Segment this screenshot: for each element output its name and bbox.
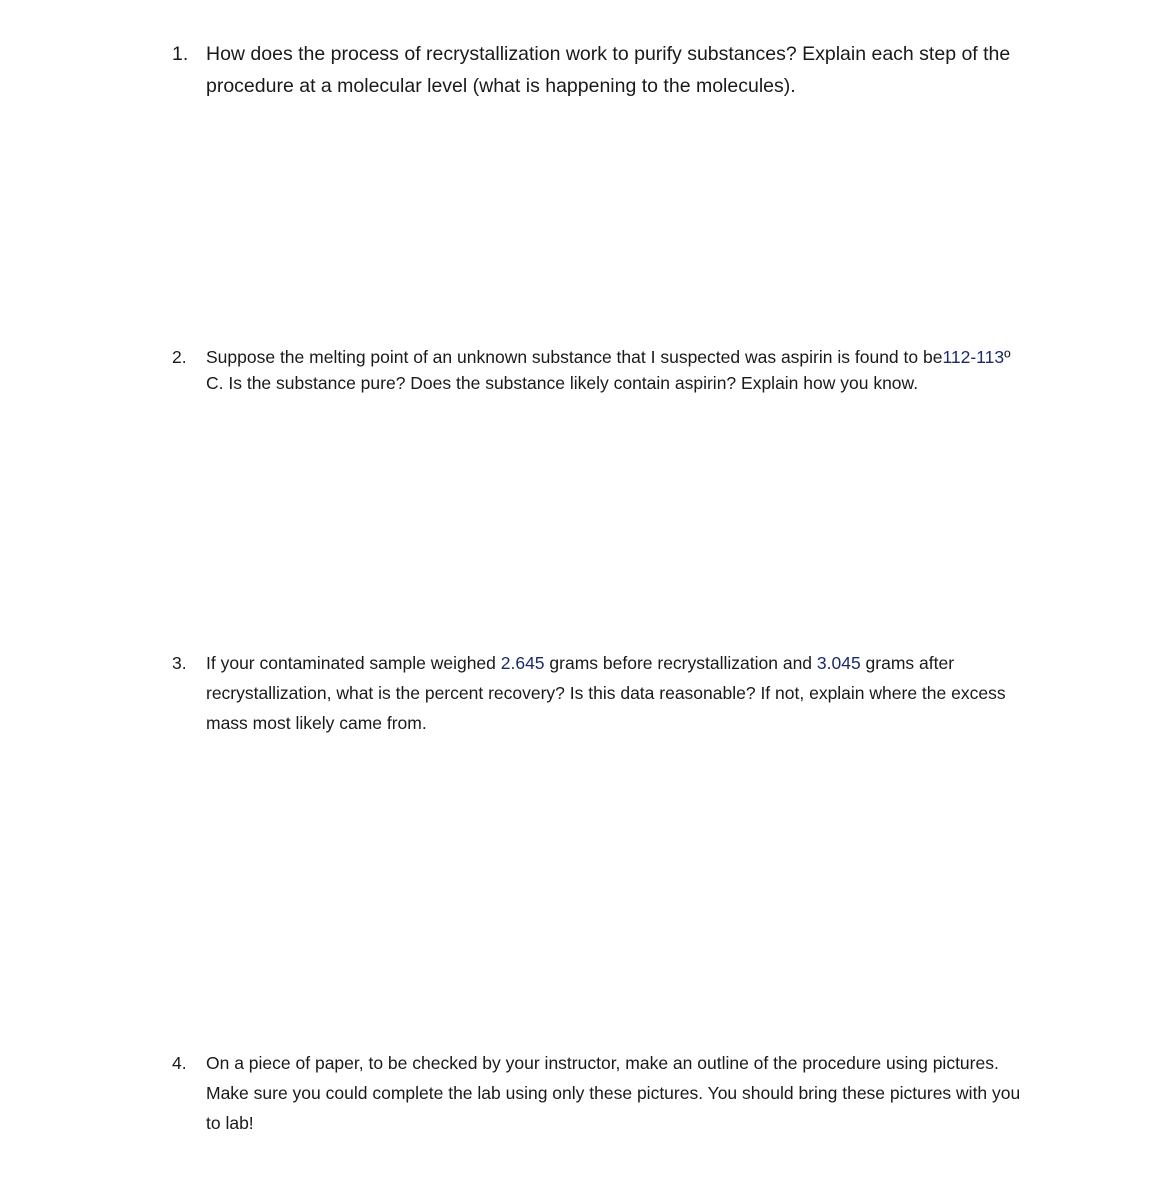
question-number: 1. [172,43,189,65]
mass-after-value: 3.045 [816,653,861,673]
question-text-part: Suppose the melting point of an unknown substance that I suspected was aspirin is found to be [206,347,943,367]
question-2 [172,344,1032,396]
question-text: How does the process of recrystallization work to purify substances? Explain each step of the procedure at a molecular level (what is happening to the molecules). [206,43,1011,97]
question-3 [172,648,1032,738]
question-text-part: º C. Is the substance pure? Does the substance likely contain aspirin? Explain how you know. [206,347,1011,393]
question-number: 2. [172,347,187,367]
question-text [206,344,1032,396]
question-number: 4. [172,1053,187,1073]
question-text [206,648,1032,738]
question-number: 3. [172,653,187,673]
question-text-part: If your contaminated sample weighed [206,653,501,673]
question-text: On a piece of paper, to be checked by your instructor, make an outline of the procedure using pictures. Make sure you could complete the lab using only these pictures. You should bring these pictures with you to lab! [206,1053,1021,1133]
melting-range-value: 112-113 [942,347,1005,367]
mass-before-value: 2.645 [500,653,545,673]
question-4 [172,1048,1032,1138]
question-text-part: grams before recrystallization and [544,653,817,673]
question-text-part: grams after recrystallization, what is the percent recovery? Is this data reasonable? If not, explain where the excess mass most likely came from. [206,653,1006,733]
question-1 [172,38,1032,102]
